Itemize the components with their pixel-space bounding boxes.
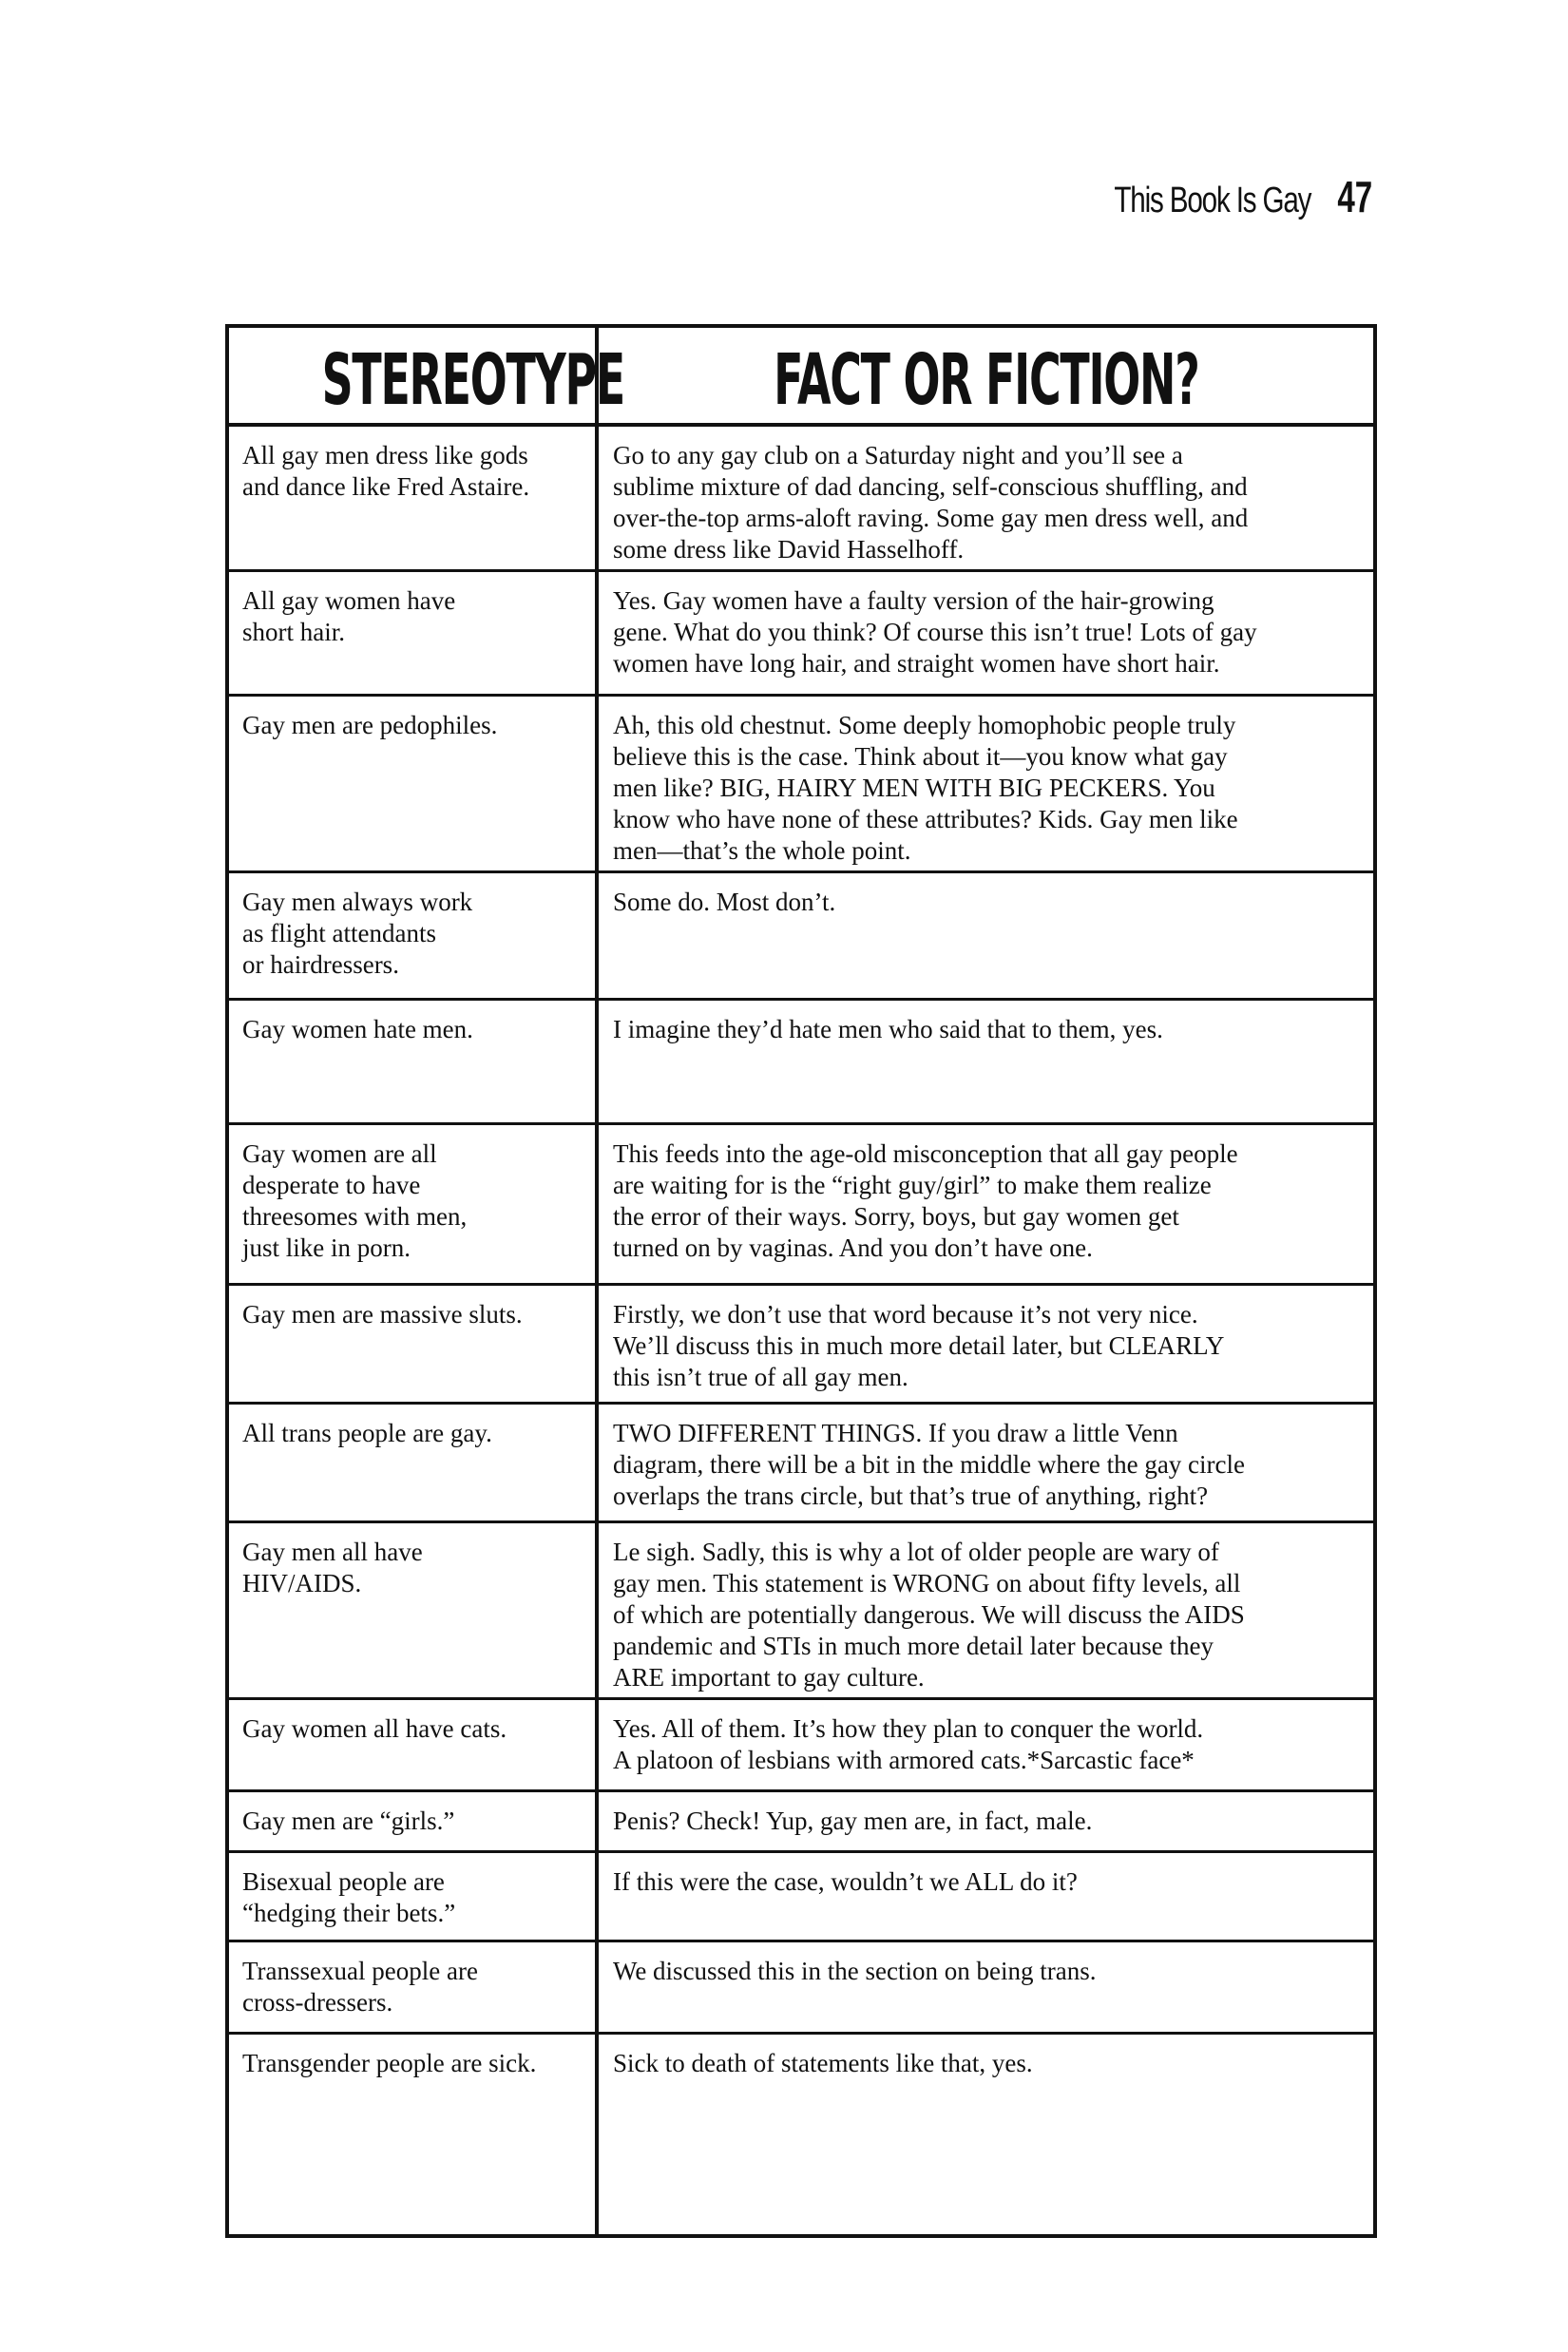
table-header [229, 328, 1373, 427]
stereotype-table [225, 324, 1377, 2238]
fact-cell: Yes. All of them. It’s how they plan to conquer the world. A platoon of lesbians with armored cats.*Sarcastic face* [613, 1714, 1204, 1774]
running-head-title: This Book Is Gay [1113, 181, 1310, 220]
fact-cell: Yes. Gay women have a faulty version of the hair-growing gene. What do you think? Of course this isn’t true! Lots of gay women have long hair, and straight women have short hair. [613, 586, 1257, 678]
table-row [229, 2035, 1373, 2234]
fact-cell: This feeds into the age-old misconception that all gay people are waiting for is the “right guy/girl” to make them realize the error of their ways. Sorry, boys, but gay women get turned on by vaginas. And you don’t have one. [613, 1139, 1238, 1262]
fact-cell: Some do. Most don’t. [613, 888, 836, 916]
stereotype-cell: Gay men are pedophiles. [242, 711, 498, 739]
table-row [229, 697, 1373, 873]
table-row [229, 1125, 1373, 1286]
table-row [229, 1942, 1373, 2035]
stereotype-cell: Gay men all have HIV/AIDS. [242, 1538, 423, 1597]
table-row [229, 1853, 1373, 1942]
running-head [1059, 171, 1373, 222]
stereotype-cell: Gay men are massive sluts. [242, 1300, 523, 1329]
page-number: 47 [1337, 172, 1372, 221]
header-stereotype-label: STEREOTYPE [321, 339, 625, 421]
header-stereotype [229, 328, 625, 423]
stereotype-cell: All gay men dress like gods and dance like Fred Astaire. [242, 441, 530, 501]
header-fact-label: FACT OR FICTION? [773, 339, 1199, 421]
stereotype-cell: Transsexual people are cross-dressers. [242, 1957, 478, 2017]
table-row [229, 1792, 1373, 1853]
stereotype-cell: Gay women all have cats. [242, 1714, 507, 1743]
fact-cell: Sick to death of statements like that, yes. [613, 2049, 1033, 2077]
fact-cell: I imagine they’d hate men who said that to them, yes. [613, 1015, 1163, 1043]
stereotype-cell: All gay women have short hair. [242, 586, 456, 646]
stereotype-cell: Gay men always work as flight attendants or hairdressers. [242, 888, 473, 979]
table-row [229, 572, 1373, 697]
table-row [229, 427, 1373, 572]
table-row [229, 1001, 1373, 1125]
fact-cell: Le sigh. Sadly, this is why a lot of older people are wary of gay men. This statement is WRONG on about fifty levels, all of which are potentially dangerous. We will discuss the AIDS pandemic and STIs in much more detail later because they ARE important to gay culture. [613, 1538, 1245, 1692]
table-row [229, 1286, 1373, 1405]
fact-cell: If this were the case, wouldn’t we ALL do it? [613, 1867, 1078, 1896]
fact-cell: We discussed this in the section on being trans. [613, 1957, 1097, 1985]
stereotype-cell: Gay men are “girls.” [242, 1807, 455, 1835]
table-row [229, 1700, 1373, 1792]
fact-cell: Firstly, we don’t use that word because it’s not very nice. We’ll discuss this in much more detail later, but CLEARLY this isn’t true of all gay men. [613, 1300, 1225, 1391]
fact-cell: Penis? Check! Yup, gay men are, in fact, male. [613, 1807, 1093, 1835]
stereotype-cell: Gay women hate men. [242, 1015, 473, 1043]
fact-cell: TWO DIFFERENT THINGS. If you draw a little Venn diagram, there will be a bit in the middle where the gay circle overlaps the trans circle, but that’s true of anything, right? [613, 1419, 1245, 1510]
stereotype-cell: All trans people are gay. [242, 1419, 492, 1447]
table-row [229, 873, 1373, 1001]
stereotype-cell: Transgender people are sick. [242, 2049, 537, 2077]
stereotype-cell: Bisexual people are “hedging their bets.” [242, 1867, 456, 1927]
table-row [229, 1523, 1373, 1700]
table-row [229, 1405, 1373, 1523]
fact-cell: Ah, this old chestnut. Some deeply homophobic people truly believe this is the case. Think about it—you know what gay men like? BIG, HAIRY MEN WITH BIG PECKERS. You know who have none of these attributes? Kids. Gay men like men—that’s the whole point. [613, 711, 1238, 865]
stereotype-cell: Gay women are all desperate to have threesomes with men, just like in porn. [242, 1139, 468, 1262]
header-fact-or-fiction [599, 328, 1373, 423]
fact-cell: Go to any gay club on a Saturday night and you’ll see a sublime mixture of dad dancing, self-conscious shuffling, and over-the-top arms-aloft raving. Some gay men dress well, and some dress like David Hasselhoff. [613, 441, 1249, 564]
